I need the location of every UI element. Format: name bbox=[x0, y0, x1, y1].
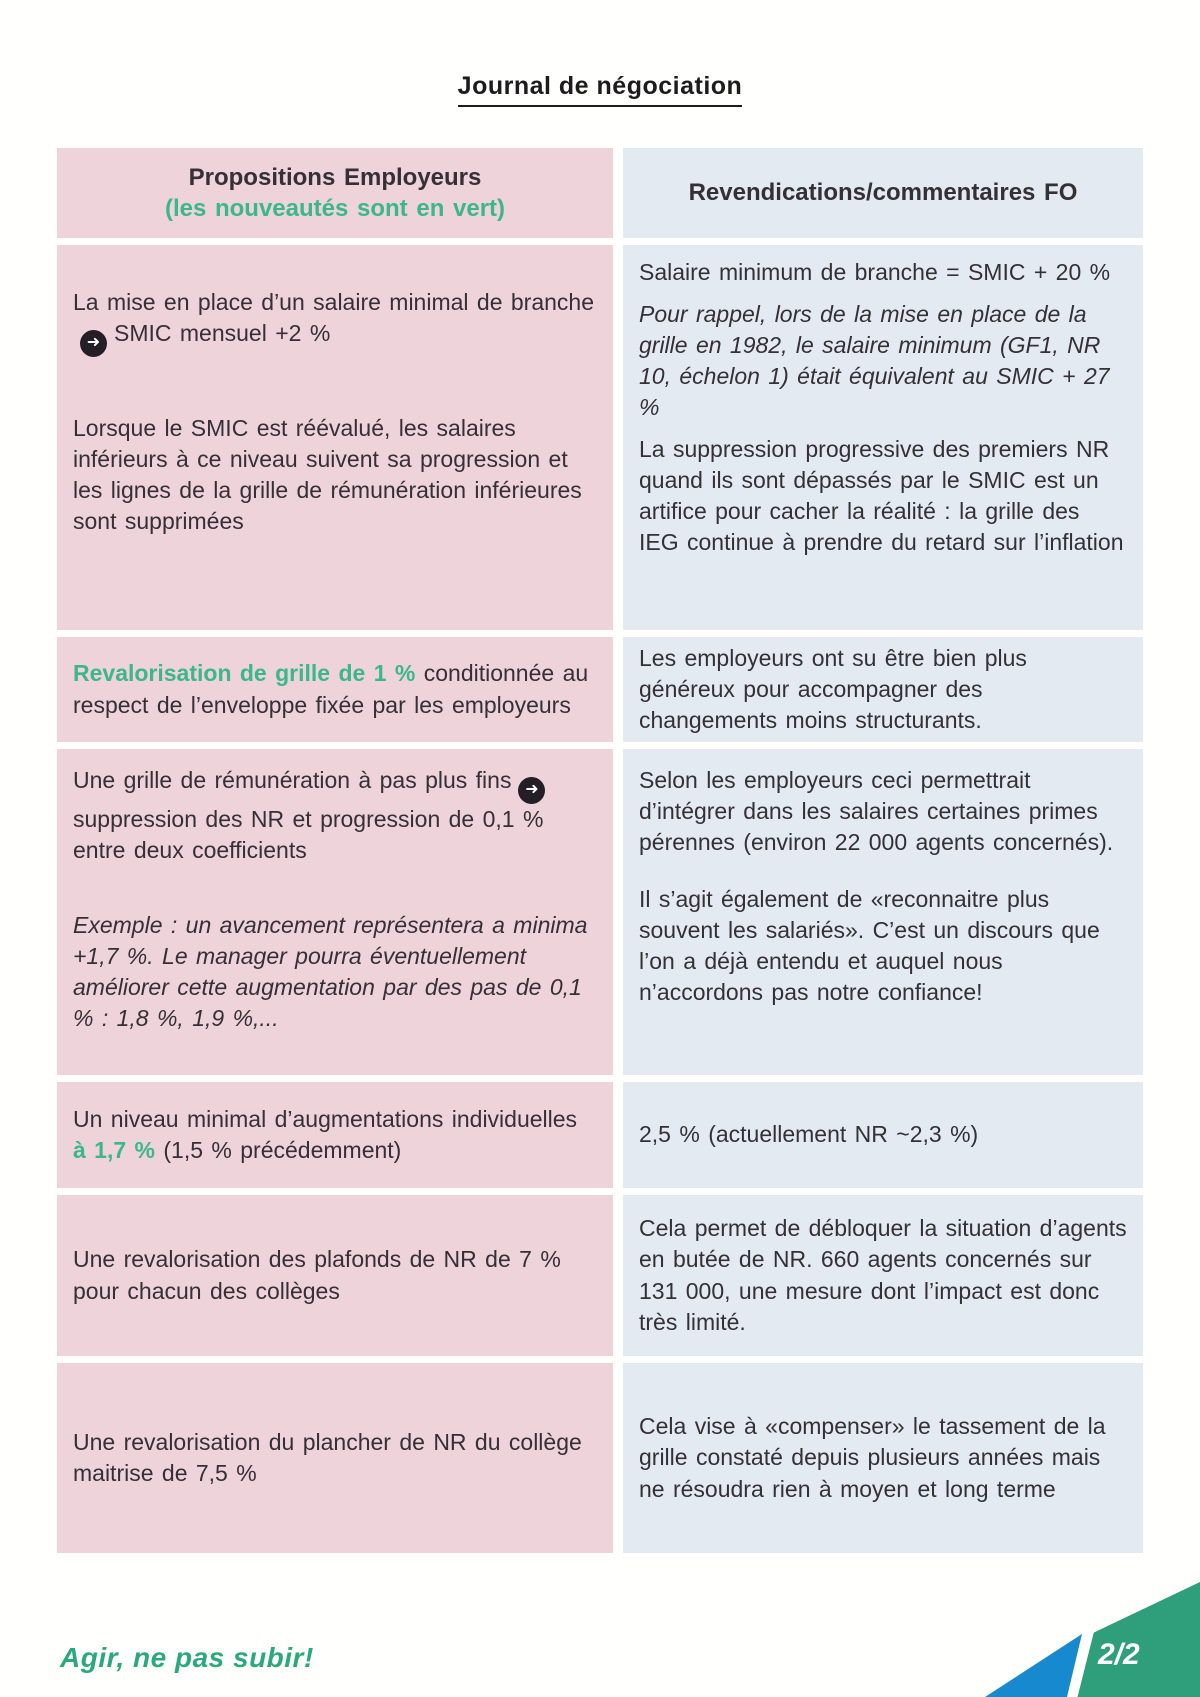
row-5-left-cell bbox=[57, 1195, 613, 1356]
footer-slogan: Agir, ne pas subir! bbox=[60, 1642, 314, 1673]
row-6-left-cell bbox=[57, 1363, 613, 1553]
row-5-right-cell bbox=[623, 1195, 1143, 1356]
footer-blue-triangle bbox=[985, 1634, 1085, 1697]
cell-paragraph bbox=[73, 910, 597, 1034]
row-6-right-cell bbox=[623, 1363, 1143, 1553]
text-segment: Salaire minimum de branche = SMIC + 20 % bbox=[639, 259, 1111, 285]
header-cell-fo bbox=[623, 148, 1143, 238]
row-4-left-cell bbox=[57, 1082, 613, 1188]
text-segment: Un niveau minimal d’augmentations individuelles bbox=[73, 1105, 578, 1132]
text-segment: suppression des NR et progression de 0,1 % entre deux coefficients bbox=[73, 805, 544, 863]
header-cell-employeurs bbox=[57, 148, 613, 238]
page-number: 2/2 bbox=[1098, 1638, 1140, 1671]
text-segment: Exemple : un avancement représentera a minima +1,7 %. Le manager pourra éventuellement améliorer cette augmentation par des pas de 0,1 % : 1,8 %, 1,9 %,... bbox=[73, 911, 588, 1031]
cell-paragraph bbox=[639, 765, 1127, 858]
cell-paragraph bbox=[639, 257, 1127, 288]
row-2-left-cell bbox=[57, 637, 613, 742]
arrow-circle-icon: ➜ bbox=[518, 777, 545, 804]
text-segment: Les employeurs ont su être bien plus généreux pour accompagner des changements moins structurants. bbox=[639, 644, 1027, 734]
row-1-left-cell bbox=[57, 245, 613, 630]
text-segment: SMIC mensuel +2 % bbox=[114, 320, 331, 347]
row-3-left-cell bbox=[57, 749, 613, 1075]
header-employeurs-line1: Propositions Employeurs bbox=[188, 163, 482, 191]
text-segment: conditionnée au respect de l’enveloppe fixée par les employeurs bbox=[73, 660, 589, 718]
header-fo-label: Revendications/commentaires FO bbox=[688, 179, 1078, 207]
cell-paragraph bbox=[639, 1411, 1127, 1504]
page-title-text: Journal de négociation bbox=[458, 72, 743, 107]
text-segment: Pour rappel, lors de la mise en place de la grille en 1982, le salaire minimum (GF1, NR 10, échelon 1) était équivalent au SMIC + 27 % bbox=[639, 301, 1110, 421]
text-segment: La suppression progressive des premiers NR quand ils sont dépassés par le SMIC est un artifice pour cacher la réalité : la grille des IEG continue à prendre du retard sur l’inflation bbox=[639, 436, 1124, 556]
text-segment: Cela permet de débloquer la situation d’agents en butée de NR. 660 agents concernés sur 131 000, une mesure dont l’impact est donc très limité. bbox=[639, 1215, 1127, 1335]
text-segment: Selon les employeurs ceci permettrait d’intégrer dans les salaires certaines primes pérennes (environ 22 000 agents concernés). bbox=[639, 767, 1114, 856]
text-segment: Il s’agit également de «reconnaitre plus souvent les salariés». C’est un discours que l’on a déjà entendu et auquel nous n’accordons pas notre confiance! bbox=[639, 886, 1100, 1006]
cell-paragraph bbox=[639, 643, 1127, 736]
cell-paragraph bbox=[639, 299, 1127, 423]
cell-paragraph bbox=[73, 287, 597, 357]
text-segment: 2,5 % (actuellement NR ~2,3 %) bbox=[639, 1121, 979, 1148]
cell-paragraph bbox=[73, 658, 597, 720]
text-segment: Revalorisation de grille de 1 % bbox=[73, 660, 416, 687]
text-segment: Une revalorisation des plafonds de NR de 7 % pour chacun des collèges bbox=[73, 1246, 561, 1304]
row-1-right-cell bbox=[623, 245, 1143, 630]
text-segment: (1,5 % précédemment) bbox=[155, 1137, 402, 1163]
nego-table bbox=[57, 148, 1143, 1553]
text-segment: à 1,7 % bbox=[73, 1137, 155, 1163]
text-segment: Lorsque le SMIC est réévalué, les salaires inférieurs à ce niveau suivent sa progression et les lignes de la grille de rémunération inférieures sont supprimées bbox=[73, 414, 582, 534]
cell-paragraph bbox=[73, 1104, 597, 1166]
text-segment: Une grille de rémunération à pas plus fins bbox=[73, 767, 512, 793]
cell-paragraph bbox=[639, 434, 1127, 558]
text-segment: Cela vise à «compenser» le tassement de la grille constaté depuis plusieurs années mais ne résoudra rien à moyen et long terme bbox=[639, 1413, 1106, 1502]
cell-paragraph bbox=[639, 1213, 1127, 1337]
cell-paragraph bbox=[73, 765, 597, 866]
page-title bbox=[0, 72, 1200, 101]
cell-paragraph bbox=[639, 884, 1127, 1008]
cell-paragraph bbox=[73, 1427, 597, 1489]
header-employeurs-line2: (les nouveautés sont en vert) bbox=[164, 195, 506, 222]
row-4-right-cell bbox=[623, 1082, 1143, 1188]
text-segment: La mise en place d’un salaire minimal de branche bbox=[73, 289, 595, 315]
arrow-circle-icon: ➜ bbox=[80, 330, 107, 357]
row-3-right-cell bbox=[623, 749, 1143, 1075]
cell-paragraph bbox=[73, 1244, 597, 1306]
row-2-right-cell bbox=[623, 637, 1143, 742]
text-segment: Une revalorisation du plancher de NR du collège maitrise de 7,5 % bbox=[73, 1428, 582, 1486]
cell-paragraph bbox=[639, 1119, 1127, 1150]
cell-paragraph bbox=[73, 413, 597, 537]
